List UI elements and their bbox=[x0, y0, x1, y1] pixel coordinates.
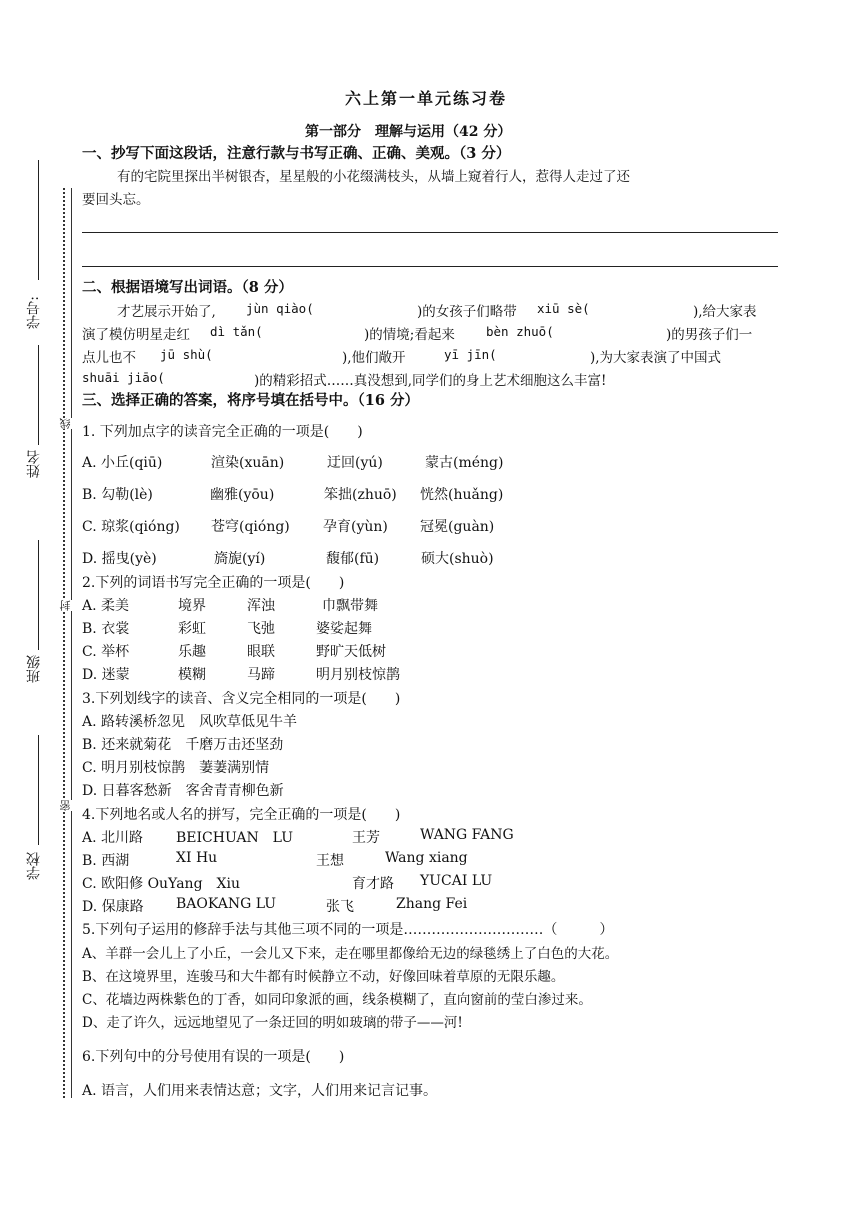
q1-option-c-3: 孕育(yùn) bbox=[323, 519, 388, 535]
binding-dotted-line bbox=[63, 188, 65, 1098]
s2-line-2-text-e: )的男孩子们一 bbox=[666, 327, 753, 343]
q2-option-b-1[interactable]: B. 衣裳 bbox=[82, 621, 130, 637]
q1-option-d-4: 硕大(shuò) bbox=[421, 551, 494, 567]
question-1: 1. 下列加点字的读音完全正确的一项是( ) bbox=[82, 424, 363, 440]
writing-line-1[interactable] bbox=[82, 232, 778, 233]
q1-option-c-4: 冠冕(guàn) bbox=[420, 519, 495, 535]
copy-passage-line-1: 有的宅院里探出半树银杏，星星般的小花缀满枝头，从墙上窥着行人，惹得人走过了还 bbox=[117, 169, 630, 185]
q4-option-b-1[interactable]: B. 西湖 bbox=[82, 853, 130, 869]
question-3: 3.下列划线字的读音、含义完全相同的一项是( ) bbox=[82, 691, 401, 707]
q2-option-c-3: 眼联 bbox=[247, 644, 275, 660]
q2-option-d-2: 模糊 bbox=[178, 667, 206, 683]
seal-mark-feng: 封 bbox=[59, 600, 72, 611]
q1-option-b-4: 恍然(huǎng) bbox=[420, 487, 504, 503]
q2-option-d-3: 马蹄 bbox=[247, 667, 275, 683]
s2-line-1-text-a: 才艺展示开始了, bbox=[117, 304, 216, 320]
s2-line-1-text-c: )的女孩子们略带 bbox=[417, 304, 517, 320]
s2-line-2-text-c: )的情境;看起来 bbox=[364, 327, 455, 343]
q1-option-a-4: 蒙古(méng) bbox=[425, 455, 504, 471]
binding-solid-line bbox=[71, 188, 72, 1098]
q3-option-d[interactable]: D. 日暮客愁新 客舍青青柳色新 bbox=[82, 783, 284, 799]
q5-option-a[interactable]: A、羊群一会儿上了小丘，一会儿又下来，走在哪里都像给无边的绿毯绣上了白色的大花。 bbox=[82, 946, 619, 962]
q5-option-c[interactable]: C、花墙边两株紫色的丁香，如同印象派的画，线条模糊了，直向窗前的莹白渗过来。 bbox=[82, 992, 592, 1008]
s2-line-1-text-e: ),给大家表 bbox=[693, 304, 757, 320]
q5-option-b[interactable]: B、在这境界里，连骏马和大牛都有时候静立不动，好像回味着草原的无限乐趣。 bbox=[82, 969, 565, 985]
seal-mark-xian: 线 bbox=[59, 418, 72, 429]
q1-option-a-1[interactable]: A. 小丘(qiū) bbox=[82, 455, 163, 471]
q2-option-c-2: 乐趣 bbox=[178, 644, 206, 660]
s2-line-4-text: )的精彩招式……真没想到,同学们的身上艺术细胞这么丰富! bbox=[254, 373, 607, 389]
question-5: 5.下列句子运用的修辞手法与其他三项不同的一项是…………………………（ ） bbox=[82, 922, 614, 938]
q4-option-a-4: WANG FANG bbox=[420, 827, 514, 843]
q1-option-b-1[interactable]: B. 勾勒(lè) bbox=[82, 487, 153, 503]
q2-option-d-4: 明月别枝惊鹊 bbox=[316, 667, 400, 683]
q2-option-c-4: 野旷天低树 bbox=[316, 644, 386, 660]
section-2-heading: 二、根据语境写出词语。（8 分） bbox=[82, 279, 293, 296]
q3-option-b[interactable]: B. 还来就菊花 千磨万击还坚劲 bbox=[82, 737, 284, 753]
question-2: 2.下列的词语书写完全正确的一项是( ) bbox=[82, 575, 345, 591]
q5-option-d[interactable]: D、走了许久，远远地望见了一条迂回的明如玻璃的带子——河! bbox=[82, 1015, 463, 1031]
q4-option-b-4: Wang xiang bbox=[385, 850, 468, 866]
q2-option-b-2: 彩虹 bbox=[178, 621, 206, 637]
q1-option-a-2: 渲染(xuān) bbox=[211, 455, 285, 471]
s2-line-3-pinyin-b: yī jīn( bbox=[444, 347, 497, 362]
q6-option-a[interactable]: A. 语言，人们用来表情达意；文字，人们用来记言记事。 bbox=[82, 1083, 438, 1099]
school-label: 学校 bbox=[26, 852, 42, 880]
q1-option-d-1[interactable]: D. 摇曳(yè) bbox=[82, 551, 157, 567]
s2-line-3-pinyin-a: jū shù( bbox=[160, 347, 213, 362]
q4-option-a-1[interactable]: A. 北川路 bbox=[82, 830, 144, 846]
number-blank-line[interactable] bbox=[38, 160, 39, 280]
s2-line-2-pinyin-a: dì tǎn( bbox=[210, 324, 263, 339]
q4-option-a-3: 王芳 bbox=[352, 830, 380, 846]
q1-option-c-2: 苍穹(qióng) bbox=[211, 519, 290, 535]
section-3-heading: 三、选择正确的答案，将序号填在括号中。（16 分） bbox=[82, 392, 419, 409]
page-title: 六上第一单元练习卷 bbox=[345, 89, 508, 108]
s2-line-4-pinyin: shuāi jiāo( bbox=[82, 370, 165, 385]
s2-line-3-text-c: ),他们敞开 bbox=[342, 350, 406, 366]
q2-option-a-4: 巾飘带舞 bbox=[322, 598, 378, 614]
part-heading: 第一部分 理解与运用（42 分） bbox=[305, 124, 512, 140]
q2-option-d-1[interactable]: D. 迷蒙 bbox=[82, 667, 130, 683]
q4-option-b-3: 王想 bbox=[316, 853, 344, 869]
section-1-heading: 一、抄写下面这段话，注意行款与书写正确、正确、美观。（3 分） bbox=[82, 145, 511, 162]
writing-line-2[interactable] bbox=[82, 266, 778, 267]
s2-line-3-text-a: 点儿也不 bbox=[82, 350, 136, 366]
q4-option-d-1[interactable]: D. 保康路 bbox=[82, 899, 144, 915]
q4-option-d-2: BAOKANG LU bbox=[176, 896, 277, 912]
s2-line-1-pinyin-b: xiū sè( bbox=[537, 301, 590, 316]
student-name-label: 姓名 bbox=[26, 450, 42, 478]
q4-option-c-4: YUCAI LU bbox=[420, 873, 493, 889]
q2-option-a-2: 境界 bbox=[178, 598, 206, 614]
q1-option-c-1[interactable]: C. 琼浆(qióng) bbox=[82, 519, 180, 535]
class-blank-line[interactable] bbox=[38, 540, 39, 650]
q2-option-a-1[interactable]: A. 柔美 bbox=[82, 598, 130, 614]
q2-option-b-3: 飞弛 bbox=[247, 621, 275, 637]
s2-line-1-pinyin-a: jùn qiào( bbox=[246, 301, 314, 316]
s2-line-2-pinyin-b: bèn zhuō( bbox=[486, 324, 554, 339]
question-4: 4.下列地名或人名的拼写，完全正确的一项是( ) bbox=[82, 807, 401, 823]
class-label: 班级 bbox=[26, 655, 42, 683]
q2-option-c-1[interactable]: C. 举杯 bbox=[82, 644, 130, 660]
q4-option-d-4: Zhang Fei bbox=[396, 896, 468, 912]
q4-option-a-2: BEICHUAN LU bbox=[176, 830, 294, 846]
q1-option-a-3: 迂回(yú) bbox=[327, 455, 383, 471]
q1-option-d-3: 馥郁(fū) bbox=[326, 551, 380, 567]
q3-option-c[interactable]: C. 明月别枝惊鹊 萋萋满别情 bbox=[82, 760, 270, 776]
q3-option-a[interactable]: A. 路转溪桥忽见 风吹草低见牛羊 bbox=[82, 714, 298, 730]
s2-line-3-text-e: ),为大家表演了中国式 bbox=[590, 350, 722, 366]
student-number-label: 学号: bbox=[26, 296, 42, 329]
q1-option-b-2: 幽雅(yōu) bbox=[210, 487, 275, 503]
q4-option-c-1[interactable]: C. 欧阳修 OuYang Xiu bbox=[82, 876, 240, 892]
s2-line-2-text-a: 演了模仿明星走红 bbox=[82, 327, 190, 343]
q4-option-d-3: 张飞 bbox=[326, 899, 354, 915]
q4-option-b-2: XI Hu bbox=[176, 850, 218, 866]
name-blank-line[interactable] bbox=[38, 345, 39, 445]
q2-option-a-3: 浑浊 bbox=[247, 598, 275, 614]
q1-option-d-2: 旖旎(yí) bbox=[214, 551, 266, 567]
q1-option-b-3: 笨拙(zhuō) bbox=[324, 487, 397, 503]
copy-passage-line-2: 要回头忘。 bbox=[82, 192, 150, 208]
q4-option-c-3: 育才路 bbox=[352, 876, 394, 892]
q2-option-b-4: 婆娑起舞 bbox=[316, 621, 372, 637]
seal-mark-mi: 密 bbox=[59, 800, 72, 811]
question-6: 6.下列句中的分号使用有误的一项是( ) bbox=[82, 1049, 345, 1065]
school-blank-line[interactable] bbox=[38, 735, 39, 845]
